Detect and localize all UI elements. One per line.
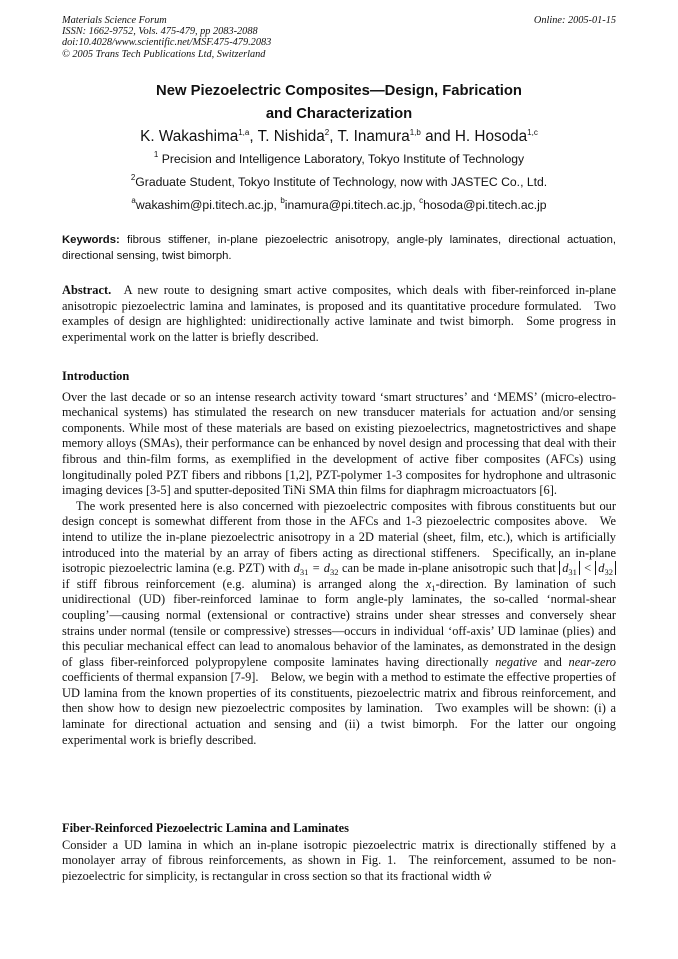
author-superscript: 1,b [409,128,421,137]
author-superscript: 1,c [527,128,538,137]
equation-d31-equals-d32: $d_{31} = d_{32}$ [293,561,339,578]
online-date: Online: 2005-01-15 [533,15,616,26]
paragraph-text: Consider a UD lamina in which an in-plane isotropic piezoelectric matrix is directionally stiffened by a monolayer array of fibrous reinforcements, as shown in Fig. 1. The reinforcement, assumed to be non-piezoelectric for simplicity, is rectangular in cross section so that its fractional width [62,837,616,883]
fiber-section [62,821,616,884]
email-line [62,194,616,217]
abstract-label: Abstract. [62,283,112,297]
author-name: T. Nishida [257,128,325,145]
author-separator: , [249,128,258,145]
affiliation-superscript: 2 [130,173,136,182]
title-line-1: New Piezoelectric Composites—Design, Fabrication [156,83,522,99]
fiber-paragraph-1 [62,838,616,885]
paragraph-text: if stiff fibrous reinforcement (e.g. alumina) is arranged along the [62,576,426,591]
email-superscript: a [131,196,136,205]
author-separator: , [329,128,338,145]
affiliation-superscript: 1 [153,150,159,159]
paragraph-text: The work presented here is also concerned with piezoelectric composites with fibrous constituents but our design concept is somewhat different from those in the AFCs and 1-3 piezoelectric composites above. We intend to utilize the in-plane piezoelectric anisotropy in a 2D material (sheet, film, etc.), which is artificially introduced into the material by an array of fibers acting as directional stiffeners. Specifically, an in-plane isotropic piezoelectric lamina (e.g. PZT) with [62,498,616,576]
title-block [62,80,616,217]
author-superscript: 1,a [238,128,250,137]
abstract-section [62,283,616,345]
intro-paragraph-1: Over the last decade or so an intense research activity toward ‘smart structures’ and ‘MEMS’ (micro-electro-mechanical systems) has stimulated the research on new transducer materials for actuation and/or sensing components. While most of these materials are based on existing piezoelectrics, magnetostrictives and shape memory alloys (SMAs), their performance can be enhanced by novel design and processing that deal with their fibrous and thin-film forms, as exemplified in the development of active fiber composites (AFCs) using longitudinally poled PZT fibers and ribbons [1,2], PZT-polymer 1-3 composites for hydrophone and ultrasonic imaging devices [3-5] and sputter-deposited TiNi SMA thin films for diaphragm microactuators [6]. [62,389,616,498]
keywords-section [62,233,616,264]
keywords-text: fibrous stiffener, in-plane piezoelectric anisotropy, angle-ply laminates, directional actuation, directional sensing, twist bimorph. [62,234,616,262]
introduction-heading: Introduction [62,369,130,383]
introduction-section [62,369,616,748]
doi-line: doi:10.4028/www.scientific.net/MSF.475-479.2083 [62,37,272,49]
intro-paragraph-2 [62,499,616,749]
keywords-label: Keywords: [62,234,120,246]
symbol-x1: $x_1$ [425,576,436,593]
emphasis-negative: negative [495,654,538,669]
paragraph-text: coefficients of thermal expansion [7-9]. Below, we begin with a method to estimate the effective properties of UD lamina from the known properties of its constituents, piezoelectric matrix and fibrous reinforcement, and then show how to design new piezoelectric composites by lamination. Two examples will be shown: (i) a laminate for directional actuation and sensing and (ii) a twist bimorph. For the latter our ongoing experimental work is briefly described. [62,670,616,747]
journal-name: Materials Science Forum [62,15,167,26]
title-line-2: and Characterization [265,106,413,122]
author-superscript: 2 [324,128,330,137]
abstract-text: A new route to designing smart active composites, which deals with fiber-reinforced in-plane anisotropic piezoelectric lamina and laminates, is proposed and its quantitative procedure formulated. Two examples of design are highlighted: unidirectionally active laminate and twist bimorph. Some progress in experimental work on the latter is briefly described. [62,283,616,344]
affiliation-text: Graduate Student, Tokyo Institute of Technology, now with JASTEC Co., Ltd. [135,175,548,189]
affiliation-text: Precision and Intelligence Laboratory, Tokyo Institute of Technology [161,152,525,166]
author-name: T. Inamura [337,128,410,145]
paper-title [62,80,616,126]
author-name: H. Hosoda [454,128,528,145]
paragraph-text: can be made in-plane anisotropic such that [338,561,560,576]
equation-abs-d31-less-abs-d32: $d_{31} < d_{32}$ [559,561,616,575]
fiber-heading: Fiber-Reinforced Piezoelectric Lamina and Laminates [62,821,349,835]
affiliation-2 [62,171,616,194]
author-name: K. Wakashima [140,128,239,145]
paragraph-text: -direction. By lamination of such unidirectional (UD) fiber-reinforced laminae to form angle-ply laminates, the so-called ‘normal-shear coupling’—causing normal (extensional or contractive) strains under shear stresses and conversely shear strains under normal (tensile or compressive) stresses—occurs in individual ‘off-axis’ UD laminae (plies) and this peculiar mechanical effect can lead to anomalous behavior of the laminates, as demonstrated in the design of glass fiber-reinforced polypropylene composite laminates having directionally [62,576,616,669]
journal-header [62,15,616,60]
symbol-w-hat: ŵ [483,868,492,883]
author-separator: and [420,128,455,145]
email-superscript: b [280,196,285,205]
copyright-line: © 2005 Trans Tech Publications Ltd, Switzerland [62,48,266,60]
affiliation-1 [62,148,616,171]
issn-line: ISSN: 1662-9752, Vols. 475-479, pp 2083-2088 [62,26,258,38]
emphasis-near-zero: near-zero [568,654,616,669]
paragraph-text: and [537,654,569,669]
author-list [62,126,616,148]
email-superscript: c [419,196,424,205]
email-address: inamura@pi.titech.ac.jp, [284,198,420,212]
email-address: wakashim@pi.titech.ac.jp, [135,198,281,212]
email-address: hosoda@pi.titech.ac.jp [423,198,547,212]
